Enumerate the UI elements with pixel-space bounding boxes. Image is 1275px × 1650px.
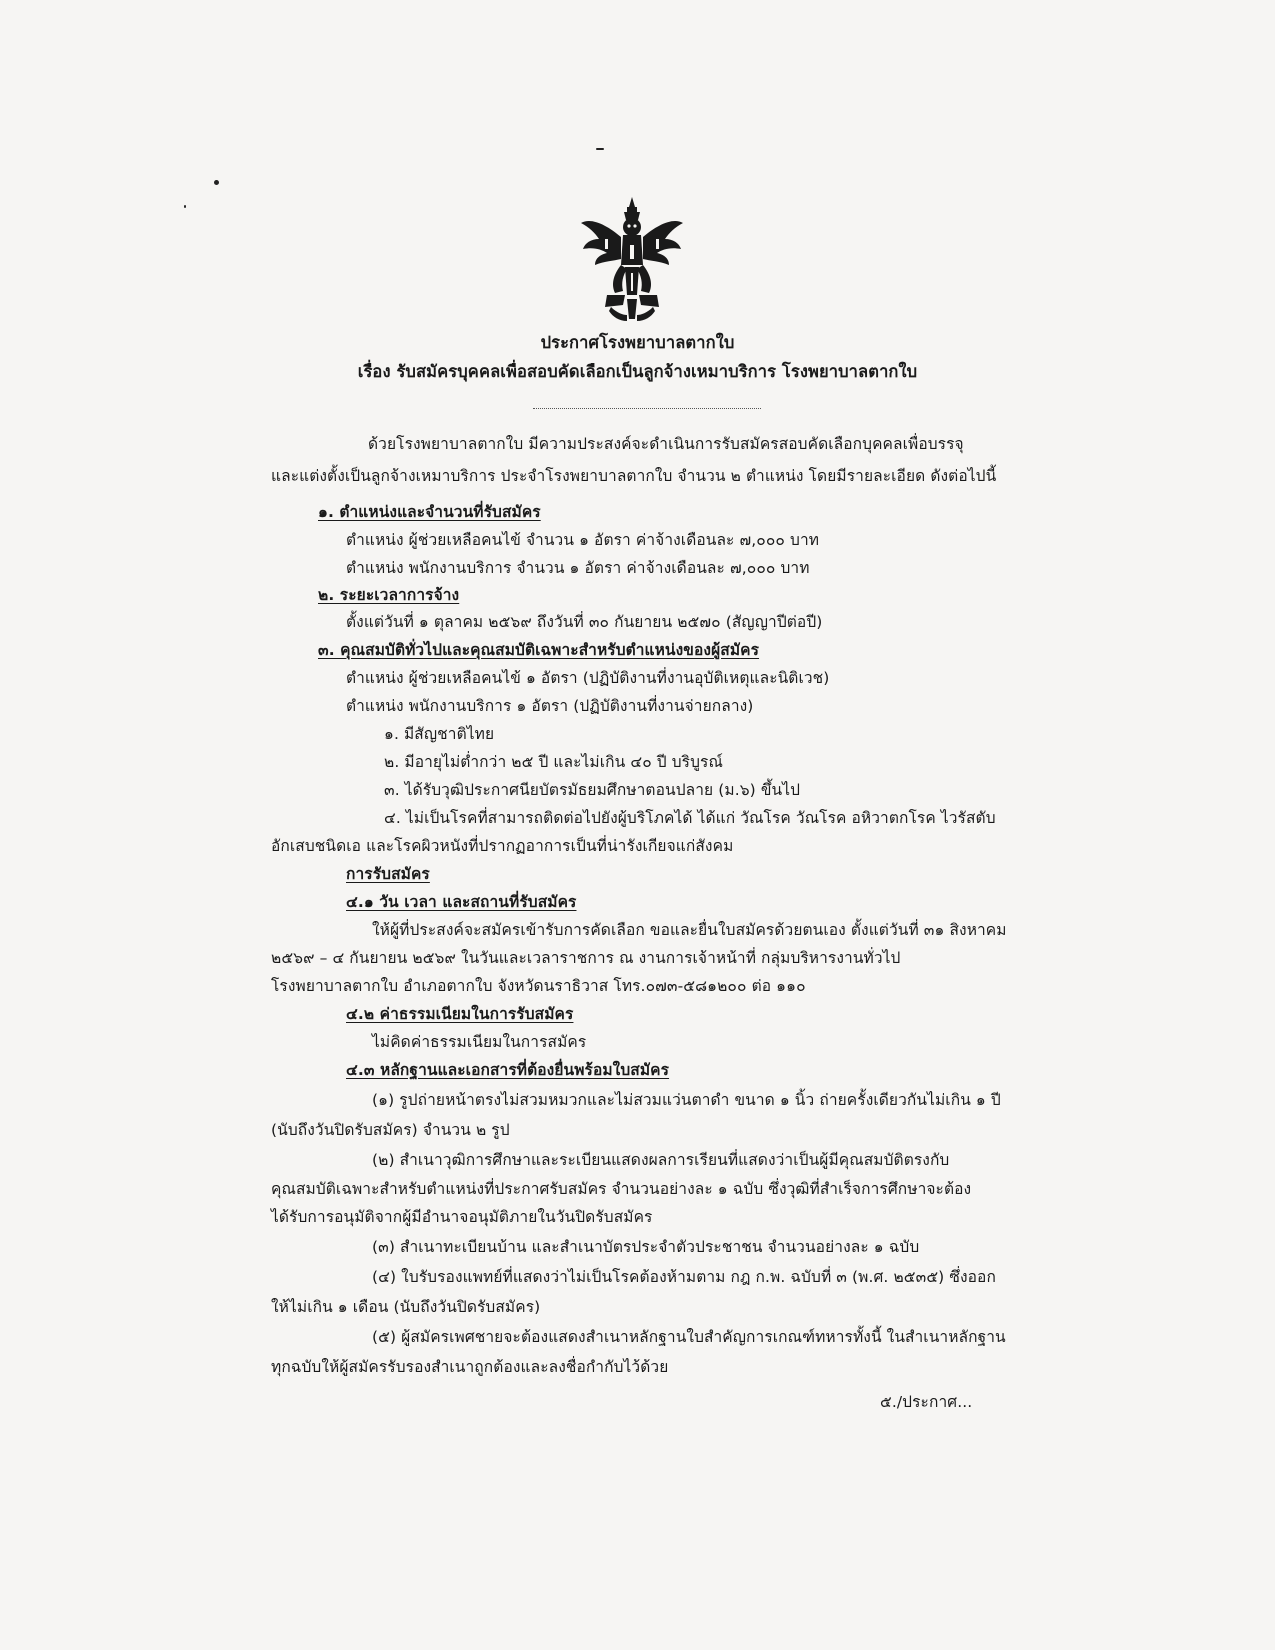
subsection-heading: ๔.๒ ค่าธรรมเนียมในการรับสมัคร xyxy=(346,1005,574,1023)
paragraph-line: โรงพยาบาลตากใบ อำเภอตากใบ จังหวัดนราธิวาส โทร.๐๗๓-๕๘๑๒๐๐ ต่อ ๑๑๐ xyxy=(271,977,806,995)
qualification-item: ๔. ไม่เป็นโรคที่สามารถติดต่อไปยังผู้บริโภคได้ ได้แก่ วัณโรค วัณโรค อหิวาตกโรค ไวรัสตับ xyxy=(384,809,996,827)
document-item: (๓) สำเนาทะเบียนบ้าน และสำเนาบัตรประจำตัวประชาชน จำนวนอย่างละ ๑ ฉบับ xyxy=(372,1238,920,1256)
document-item: (๔) ใบรับรองแพทย์ที่แสดงว่าไม่เป็นโรคต้องห้ามตาม กฎ ก.พ. ฉบับที่ ๓ (พ.ศ. ๒๕๓๕) ซึ่งออก xyxy=(372,1268,996,1286)
qualification-item: ๑. มีสัญชาติไทย xyxy=(384,725,495,743)
scan-speck xyxy=(596,148,604,150)
qualification-item: ๒. มีอายุไม่ต่ำกว่า ๒๕ ปี และไม่เกิน ๔๐ ปี บริบูรณ์ xyxy=(384,753,723,771)
page-continuation: ๕./ประกาศ... xyxy=(880,1393,973,1411)
position-line: ตำแหน่ง พนักงานบริการ ๑ อัตรา (ปฏิบัติงานที่งานจ่ายกลาง) xyxy=(346,697,754,715)
paragraph-line: ไม่คิดค่าธรรมเนียมในการสมัคร xyxy=(372,1033,587,1051)
document-item-continued: (นับถึงวันปิดรับสมัคร) จำนวน ๒ รูป xyxy=(271,1121,510,1139)
scan-speck xyxy=(184,205,186,208)
qualification-item-continued: อักเสบชนิดเอ และโรคผิวหนังที่ปรากฏอาการเป็นที่น่ารังเกียจแก่สังคม xyxy=(271,837,734,855)
document-item: (๒) สำเนาวุฒิการศึกษาและระเบียนแสดงผลการเรียนที่แสดงว่าเป็นผู้มีคุณสมบัติตรงกับ xyxy=(372,1151,950,1169)
position-line: ตำแหน่ง ผู้ช่วยเหลือคนไข้ ๑ อัตรา (ปฏิบัติงานที่งานอุบัติเหตุและนิติเวช) xyxy=(346,669,830,687)
paragraph-line: ให้ผู้ที่ประสงค์จะสมัครเข้ารับการคัดเลือก ขอและยื่นใบสมัครด้วยตนเอง ตั้งแต่วันที่ ๓๑ สิงหาคม xyxy=(372,921,1007,939)
scan-speck xyxy=(214,180,219,185)
subsection-heading: ๔.๓ หลักฐานและเอกสารที่ต้องยื่นพร้อมใบสมัคร xyxy=(346,1061,670,1079)
intro-line: และแต่งตั้งเป็นลูกจ้างเหมาบริการ ประจำโรงพยาบาลตากใบ จำนวน ๒ ตำแหน่ง โดยมีรายละเอียด ดังต่อไปนี้ xyxy=(271,467,997,485)
subsection-heading: ๔.๑ วัน เวลา และสถานที่รับสมัคร xyxy=(346,893,577,911)
position-line: ตำแหน่ง พนักงานบริการ จำนวน ๑ อัตรา ค่าจ้างเดือนละ ๗,๐๐๐ บาท xyxy=(346,559,810,577)
section-heading: การรับสมัคร xyxy=(346,865,430,883)
document-item: (๕) ผู้สมัครเพศชายจะต้องแสดงสำเนาหลักฐานใบสำคัญการเกณฑ์ทหารทั้งนี้ ในสำเนาหลักฐาน xyxy=(372,1328,1006,1346)
section-heading: ๑. ตำแหน่งและจำนวนที่รับสมัคร xyxy=(318,503,541,521)
document-item-continued: ได้รับการอนุมัติจากผู้มีอำนาจอนุมัติภายในวันปิดรับสมัคร xyxy=(271,1208,653,1226)
title-divider xyxy=(533,408,761,409)
document-item-continued: ทุกฉบับให้ผู้สมัครรับรองสำเนาถูกต้องและลงชื่อกำกับไว้ด้วย xyxy=(271,1358,669,1376)
document-item: (๑) รูปถ่ายหน้าตรงไม่สวมหมวกและไม่สวมแว่นตาดำ ขนาด ๑ นิ้ว ถ่ายครั้งเดียวกันไม่เกิน ๑ ปี xyxy=(372,1091,1001,1109)
garuda-emblem-icon xyxy=(577,195,687,325)
section-heading: ๓. คุณสมบัติทั่วไปและคุณสมบัติเฉพาะสำหรับตำแหน่งของผู้สมัคร xyxy=(318,641,760,659)
qualification-item: ๓. ได้รับวุฒิประกาศนียบัตรมัธยมศึกษาตอนปลาย (ม.๖) ขึ้นไป xyxy=(384,781,801,799)
document-title: ประกาศโรงพยาบาลตากใบ xyxy=(540,333,735,352)
paragraph-line: ๒๕๖๙ – ๔ กันยายน ๒๕๖๙ ในวันและเวลาราชการ ณ งานการเจ้าหน้าที่ กลุ่มบริหารงานทั่วไป xyxy=(271,949,901,967)
document-subject: เรื่อง รับสมัครบุคคลเพื่อสอบคัดเลือกเป็นลูกจ้างเหมาบริการ โรงพยาบาลตากใบ xyxy=(357,362,918,381)
intro-line: ด้วยโรงพยาบาลตากใบ มีความประสงค์จะดำเนินการรับสมัครสอบคัดเลือกบุคคลเพื่อบรรจุ xyxy=(368,435,964,453)
section-heading: ๒. ระยะเวลาการจ้าง xyxy=(318,586,460,604)
document-item-continued: ให้ไม่เกิน ๑ เดือน (นับถึงวันปิดรับสมัคร) xyxy=(271,1298,541,1316)
document-item-continued: คุณสมบัติเฉพาะสำหรับตำแหน่งที่ประกาศรับสมัคร จำนวนอย่างละ ๑ ฉบับ ซึ่งวุฒิที่สำเร็จการศึกษาจะต้อง xyxy=(271,1180,972,1198)
employment-period: ตั้งแต่วันที่ ๑ ตุลาคม ๒๕๖๙ ถึงวันที่ ๓๐ กันยายน ๒๕๗๐ (สัญญาปีต่อปี) xyxy=(346,613,823,631)
position-line: ตำแหน่ง ผู้ช่วยเหลือคนไข้ จำนวน ๑ อัตรา ค่าจ้างเดือนละ ๗,๐๐๐ บาท xyxy=(346,531,820,549)
